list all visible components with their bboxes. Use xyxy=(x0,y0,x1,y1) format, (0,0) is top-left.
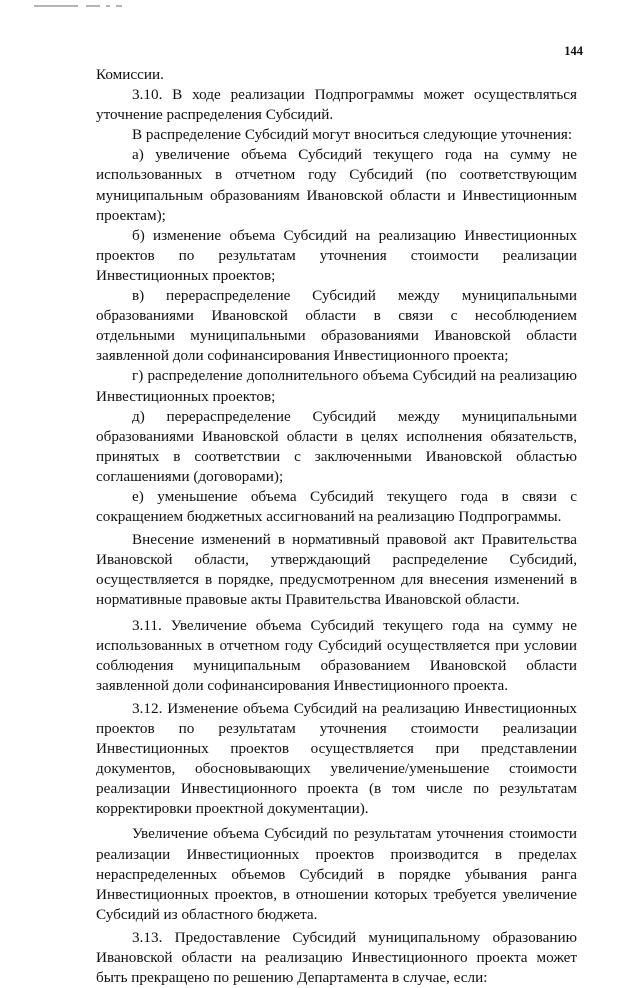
scan-artifact-line xyxy=(86,5,100,7)
paragraph-3-11: 3.11. Увеличение объема Субсидий текущего года на сумму не использованных в отчетном году Субсидий осуществляется при условии соблюдения муниципальным образованием Ивановской области заявленной доли софинансирования Инвестиционного проекта. xyxy=(96,616,577,694)
paragraph-increase: Увеличение объема Субсидий по результатам уточнения стоимости реализации Инвестиционных проектов производится в пределах нераспределенных объемов Субсидий в порядке убывания ранга Инвестиционных проектов, в отношении которых требуется увеличение Субсидий из областного бюджета. xyxy=(96,825,577,923)
paragraph-amendments: Внесение изменений в нормативный правовой акт Правительства Ивановской области, утверждающий распределение Субсидий, осуществляется в порядке, предусмотренном для внесения изменений в нормативные правовые акты Правительства Ивановской области. xyxy=(96,531,577,609)
scan-artifact-line xyxy=(116,5,122,7)
paragraph-continuation: Комиссии. xyxy=(96,66,164,83)
scan-artifact-line xyxy=(34,5,78,7)
scan-artifact-line xyxy=(106,5,110,7)
list-item-v: в) перераспределение Субсидий между муниципальными образованиями Ивановской области в связи с несоблюдением отдельными муниципальными образованиями Ивановской области заявленной доли софинансирования Инвестиционного проекта; xyxy=(96,287,577,365)
paragraph-list-intro: В распределение Субсидий могут вноситься следующие уточнения: xyxy=(132,126,573,144)
list-item-g: г) распределение дополнительного объема Субсидий на реализацию Инвестиционных проектов; xyxy=(96,367,577,405)
paragraph-3-12: 3.12. Изменение объема Субсидий на реализацию Инвестиционных проектов по результатам уточнения стоимости реализации Инвестиционных проектов осуществляется при представлении документов, обосновывающих увеличение/уменьшение стоимости реализации Инвестиционного проекта (в том числе по результатам корректировки проектной документации). xyxy=(96,699,577,818)
list-item-d: д) перераспределение Субсидий между муниципальными образованиями Ивановской области в целях исполнения обязательств, принятых в соответствии с заключенными Ивановской областью соглашениями (договорами); xyxy=(96,407,577,485)
page-number: 144 xyxy=(564,44,583,58)
document-body xyxy=(96,65,577,988)
paragraph-3-13: 3.13. Предоставление Субсидий муниципальному образованию Ивановской области на реализацию Инвестиционного проекта может быть прекращено по решению Департамента в случае, если: xyxy=(96,928,577,987)
paragraph-3-10: 3.10. В ходе реализации Подпрограммы может осуществляться уточнение распределения Субсидий. xyxy=(96,86,577,124)
list-item-a: а) увеличение объема Субсидий текущего года на сумму не использованных в отчетном году Субсидий (по соответствующим муниципальным образованиям Ивановской области и Инвестиционным проектам); xyxy=(96,146,577,224)
list-item-e: е) уменьшение объема Субсидий текущего года в связи с сокращением бюджетных ассигнований на реализацию Подпрограммы. xyxy=(96,487,577,526)
list-item-b: б) изменение объема Субсидий на реализацию Инвестиционных проектов по результатам уточнения стоимости реализации Инвестиционных проектов; xyxy=(96,226,577,284)
